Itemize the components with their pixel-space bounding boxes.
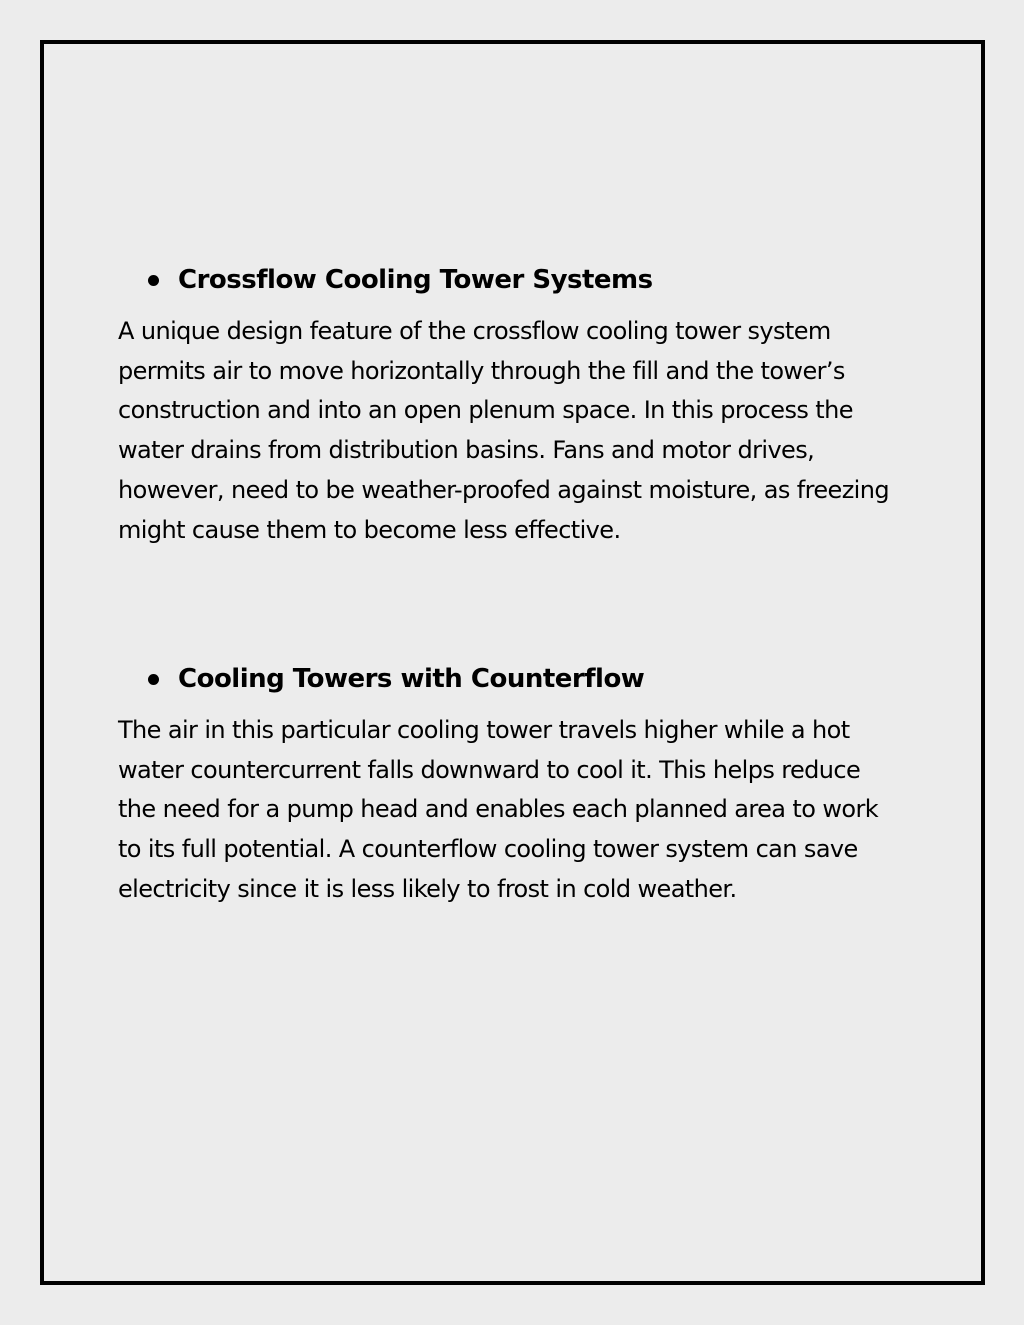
section-paragraph: The air in this particular cooling tower travels higher while a hot water countercurrent falls downward to cool it. This helps reduce the need for a pump head and enables each planned area to work to its full potential. A counterflow cooling tower system can save electricity since it is less likely to frost in cold weather.	[118, 716, 879, 903]
section-heading-text: Cooling Towers with Counterflow	[178, 664, 645, 694]
section-paragraph: A unique design feature of the crossflow cooling tower system permits air to move horizontally through the fill and the tower’s construction and into an open plenum space. In this process the water drains from distribution basins. Fans and motor drives, however, need to be weather-proofed against moisture, as freezing might cause them to become less effective.	[118, 317, 890, 544]
section-counterflow	[118, 662, 898, 910]
section-heading	[148, 263, 898, 297]
bullet-icon	[148, 275, 159, 286]
section-crossflow	[118, 263, 898, 550]
section-heading-text: Crossflow Cooling Tower Systems	[178, 265, 653, 295]
bullet-icon	[148, 674, 159, 685]
section-heading	[148, 662, 898, 696]
